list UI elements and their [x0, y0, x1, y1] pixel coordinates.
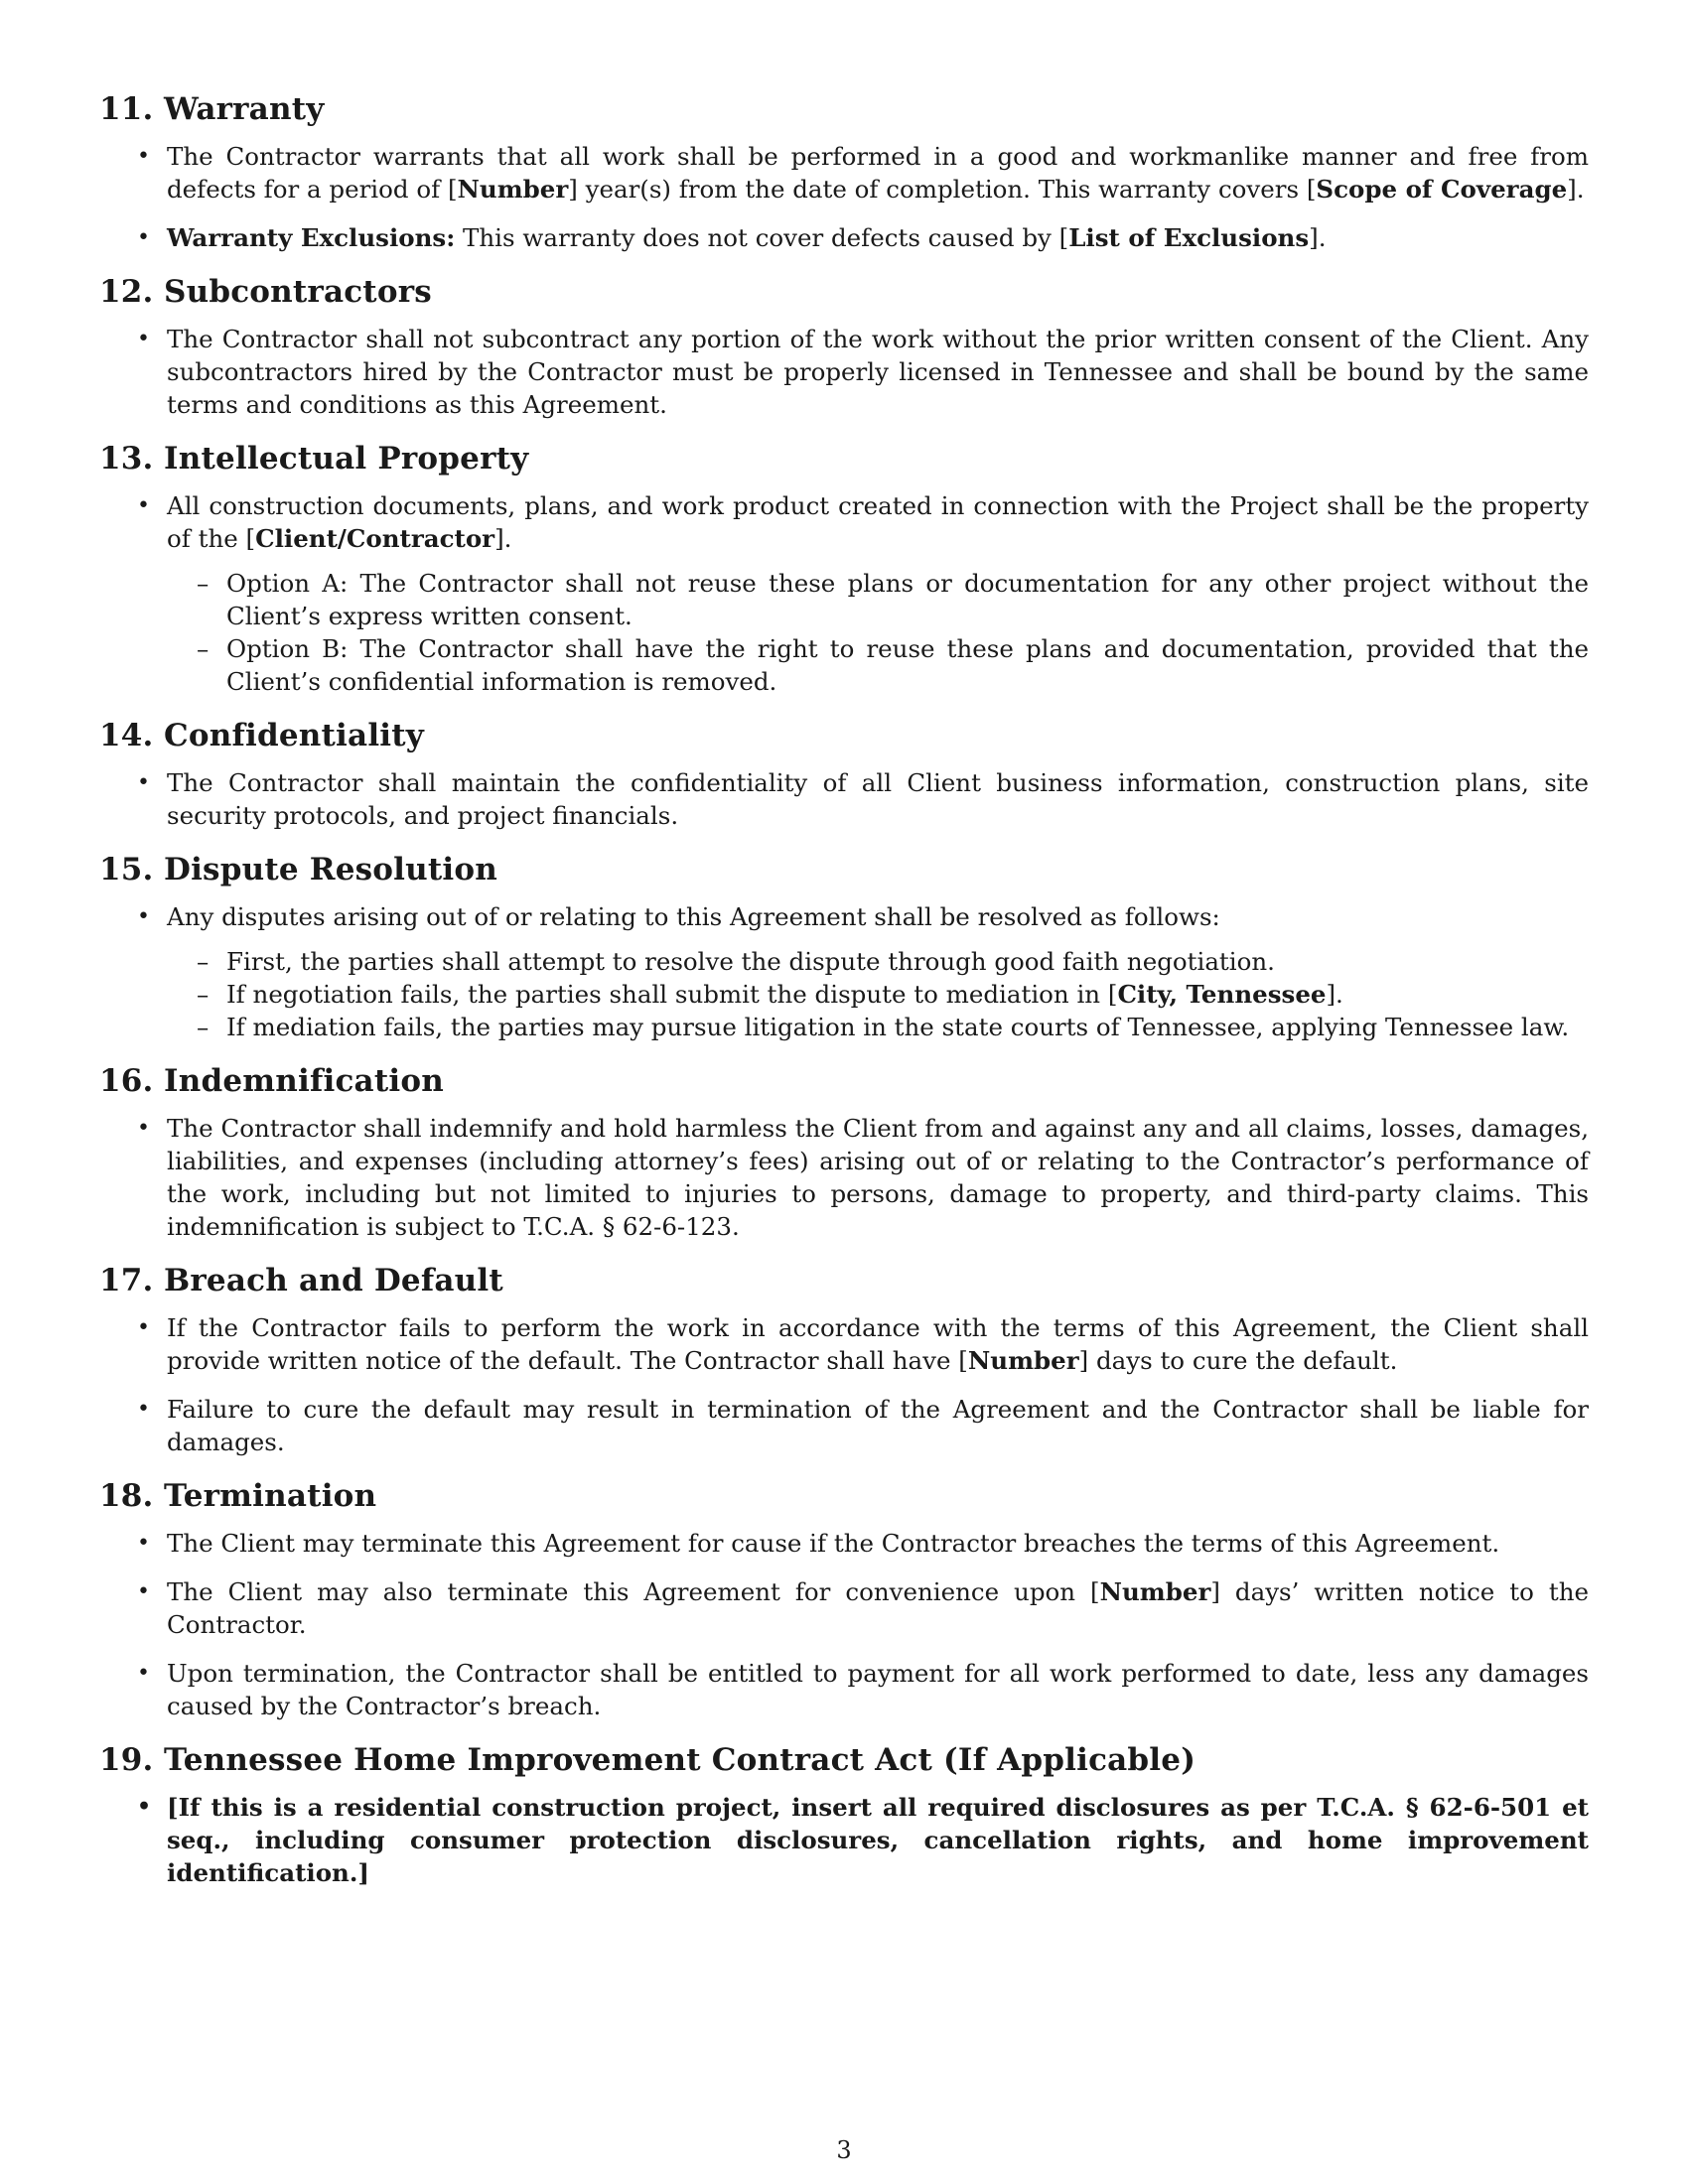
- section-termination: [99, 1478, 1589, 1722]
- bullet-list: [99, 140, 1589, 254]
- section-title: Warranty: [164, 91, 325, 127]
- section-number: 17.: [99, 1263, 154, 1298]
- text-run: The Contractor warrants that all work shall be performed in a good and workmanlike manner and free from defects for a period of [: [167, 142, 1589, 204]
- text-run: ] days’ written notice to the Contractor.: [167, 1577, 1589, 1639]
- bullet-list: [99, 323, 1589, 421]
- text-run: All construction documents, plans, and work product created in connection with the Project shall be the property of the [: [167, 491, 1589, 553]
- section-dispute-resolution: [99, 852, 1589, 1043]
- section-number: 15.: [99, 852, 154, 887]
- bullet-list: [99, 489, 1589, 698]
- list-item: • Upon termination, the Contractor shall be entitled to payment for all work performed to date, less any damages caused by the Contractor’s breach.: [99, 1657, 1589, 1722]
- list-item: • Failure to cure the default may result in termination of the Agreement and the Contractor shall be liable for damages.: [99, 1393, 1589, 1458]
- list-item: • The Client may terminate this Agreement for cause if the Contractor breaches the terms of this Agreement.: [99, 1527, 1589, 1560]
- page-content: [99, 91, 1589, 1909]
- placeholder-text: Client/Contractor: [255, 524, 495, 553]
- bullet-list: [99, 1527, 1589, 1722]
- placeholder-text: Number: [457, 175, 569, 204]
- section-heading: [99, 852, 1589, 887]
- section-heading: [99, 1478, 1589, 1514]
- list-item: [99, 221, 1589, 254]
- sub-list-item: – First, the parties shall attempt to resolve the dispute through good faith negotiation.: [167, 945, 1589, 978]
- section-breach-and-default: [99, 1263, 1589, 1458]
- text-run: ].: [494, 524, 512, 553]
- bullet-list: [99, 1112, 1589, 1243]
- list-item: [99, 140, 1589, 205]
- text-run: If the Contractor fails to perform the work in accordance with the terms of this Agreement, the Client shall provide written notice of the default. The Contractor shall have [: [167, 1313, 1589, 1375]
- text-run: ].: [1326, 980, 1343, 1009]
- section-confidentiality: [99, 718, 1589, 832]
- bullet-list: [99, 1791, 1589, 1889]
- section-title: Indemnification: [164, 1063, 444, 1099]
- list-item: [99, 489, 1589, 698]
- text-run: ].: [1567, 175, 1585, 204]
- section-title: Termination: [164, 1478, 377, 1514]
- sub-list-item: – Option B: The Contractor shall have the right to reuse these plans and documentation, provided that the Client’s confidential information is removed.: [167, 632, 1589, 698]
- section-heading: [99, 1263, 1589, 1298]
- list-item: [99, 900, 1589, 1043]
- section-number: 12.: [99, 274, 154, 310]
- section-number: 18.: [99, 1478, 154, 1514]
- text-run: Any disputes arising out of or relating to this Agreement shall be resolved as follows:: [167, 902, 1220, 931]
- page-number: 3: [836, 2136, 852, 2164]
- text-run: ] days to cure the default.: [1078, 1346, 1398, 1375]
- placeholder-text: List of Exclusions: [1068, 223, 1310, 252]
- placeholder-text: Number: [967, 1346, 1079, 1375]
- text-run: This warranty does not cover defects caused by [: [455, 223, 1069, 252]
- sub-list: [167, 945, 1589, 1043]
- sub-list-item: [167, 978, 1589, 1011]
- section-title: Confidentiality: [164, 718, 425, 753]
- section-title: Intellectual Property: [164, 441, 529, 477]
- section-title: Subcontractors: [164, 274, 432, 310]
- section-title: Breach and Default: [164, 1263, 503, 1298]
- placeholder-text: Scope of Coverage: [1316, 175, 1568, 204]
- list-item: [99, 1311, 1589, 1377]
- list-item: • The Contractor shall not subcontract any portion of the work without the prior written consent of the Client. Any subcontractors hired by the Contractor must be properly licensed in Tennessee and shall be bound by the same terms and conditions as this Agreement.: [99, 323, 1589, 421]
- section-heading: [99, 274, 1589, 310]
- placeholder-text: Number: [1099, 1577, 1211, 1606]
- text-run: If negotiation fails, the parties shall submit the dispute to mediation in [: [226, 980, 1118, 1009]
- sub-list: [167, 567, 1589, 698]
- list-item: [99, 1575, 1589, 1641]
- section-intellectual-property: [99, 441, 1589, 698]
- list-item: • The Contractor shall indemnify and hold harmless the Client from and against any and all claims, losses, damages, liabilities, and expenses (including attorney’s fees) arising out of or relating to the Contractor’s performance of the work, including but not limited to injuries to persons, damage to property, and third-party claims. This indemnification is subject to T.C.A. § 62-6-123.: [99, 1112, 1589, 1243]
- section-title: Tennessee Home Improvement Contract Act (If Applicable): [164, 1742, 1196, 1778]
- section-home-improvement-act: [99, 1742, 1589, 1889]
- list-item: • [If this is a residential construction project, insert all required disclosures as per T.C.A. § 62-6-501 et seq., including consumer protection disclosures, cancellation rights, and home improvement identification.]: [99, 1791, 1589, 1889]
- bullet-list: [99, 1311, 1589, 1458]
- section-heading: [99, 1742, 1589, 1778]
- section-title: Dispute Resolution: [164, 852, 498, 887]
- section-number: 14.: [99, 718, 154, 753]
- label-text: Warranty Exclusions:: [167, 223, 456, 252]
- section-warranty: [99, 91, 1589, 254]
- section-number: 13.: [99, 441, 154, 477]
- section-number: 11.: [99, 91, 154, 127]
- section-number: 16.: [99, 1063, 154, 1099]
- section-heading: [99, 91, 1589, 127]
- placeholder-text: City, Tennessee: [1117, 980, 1327, 1009]
- bullet-list: [99, 900, 1589, 1043]
- section-number: 19.: [99, 1742, 154, 1778]
- section-heading: [99, 718, 1589, 753]
- bullet-list: [99, 766, 1589, 832]
- text-run: The Client may also terminate this Agreement for convenience upon [: [167, 1577, 1100, 1606]
- section-subcontractors: [99, 274, 1589, 421]
- sub-list-item: – If mediation fails, the parties may pursue litigation in the state courts of Tennessee, applying Tennessee law.: [167, 1011, 1589, 1043]
- section-indemnification: [99, 1063, 1589, 1243]
- list-item: • The Contractor shall maintain the confidentiality of all Client business information, construction plans, site security protocols, and project financials.: [99, 766, 1589, 832]
- text-run: ].: [1309, 223, 1327, 252]
- section-heading: [99, 441, 1589, 477]
- sub-list-item: – Option A: The Contractor shall not reuse these plans or documentation for any other project without the Client’s express written consent.: [167, 567, 1589, 632]
- text-run: ] year(s) from the date of completion. This warranty covers [: [568, 175, 1317, 204]
- section-heading: [99, 1063, 1589, 1099]
